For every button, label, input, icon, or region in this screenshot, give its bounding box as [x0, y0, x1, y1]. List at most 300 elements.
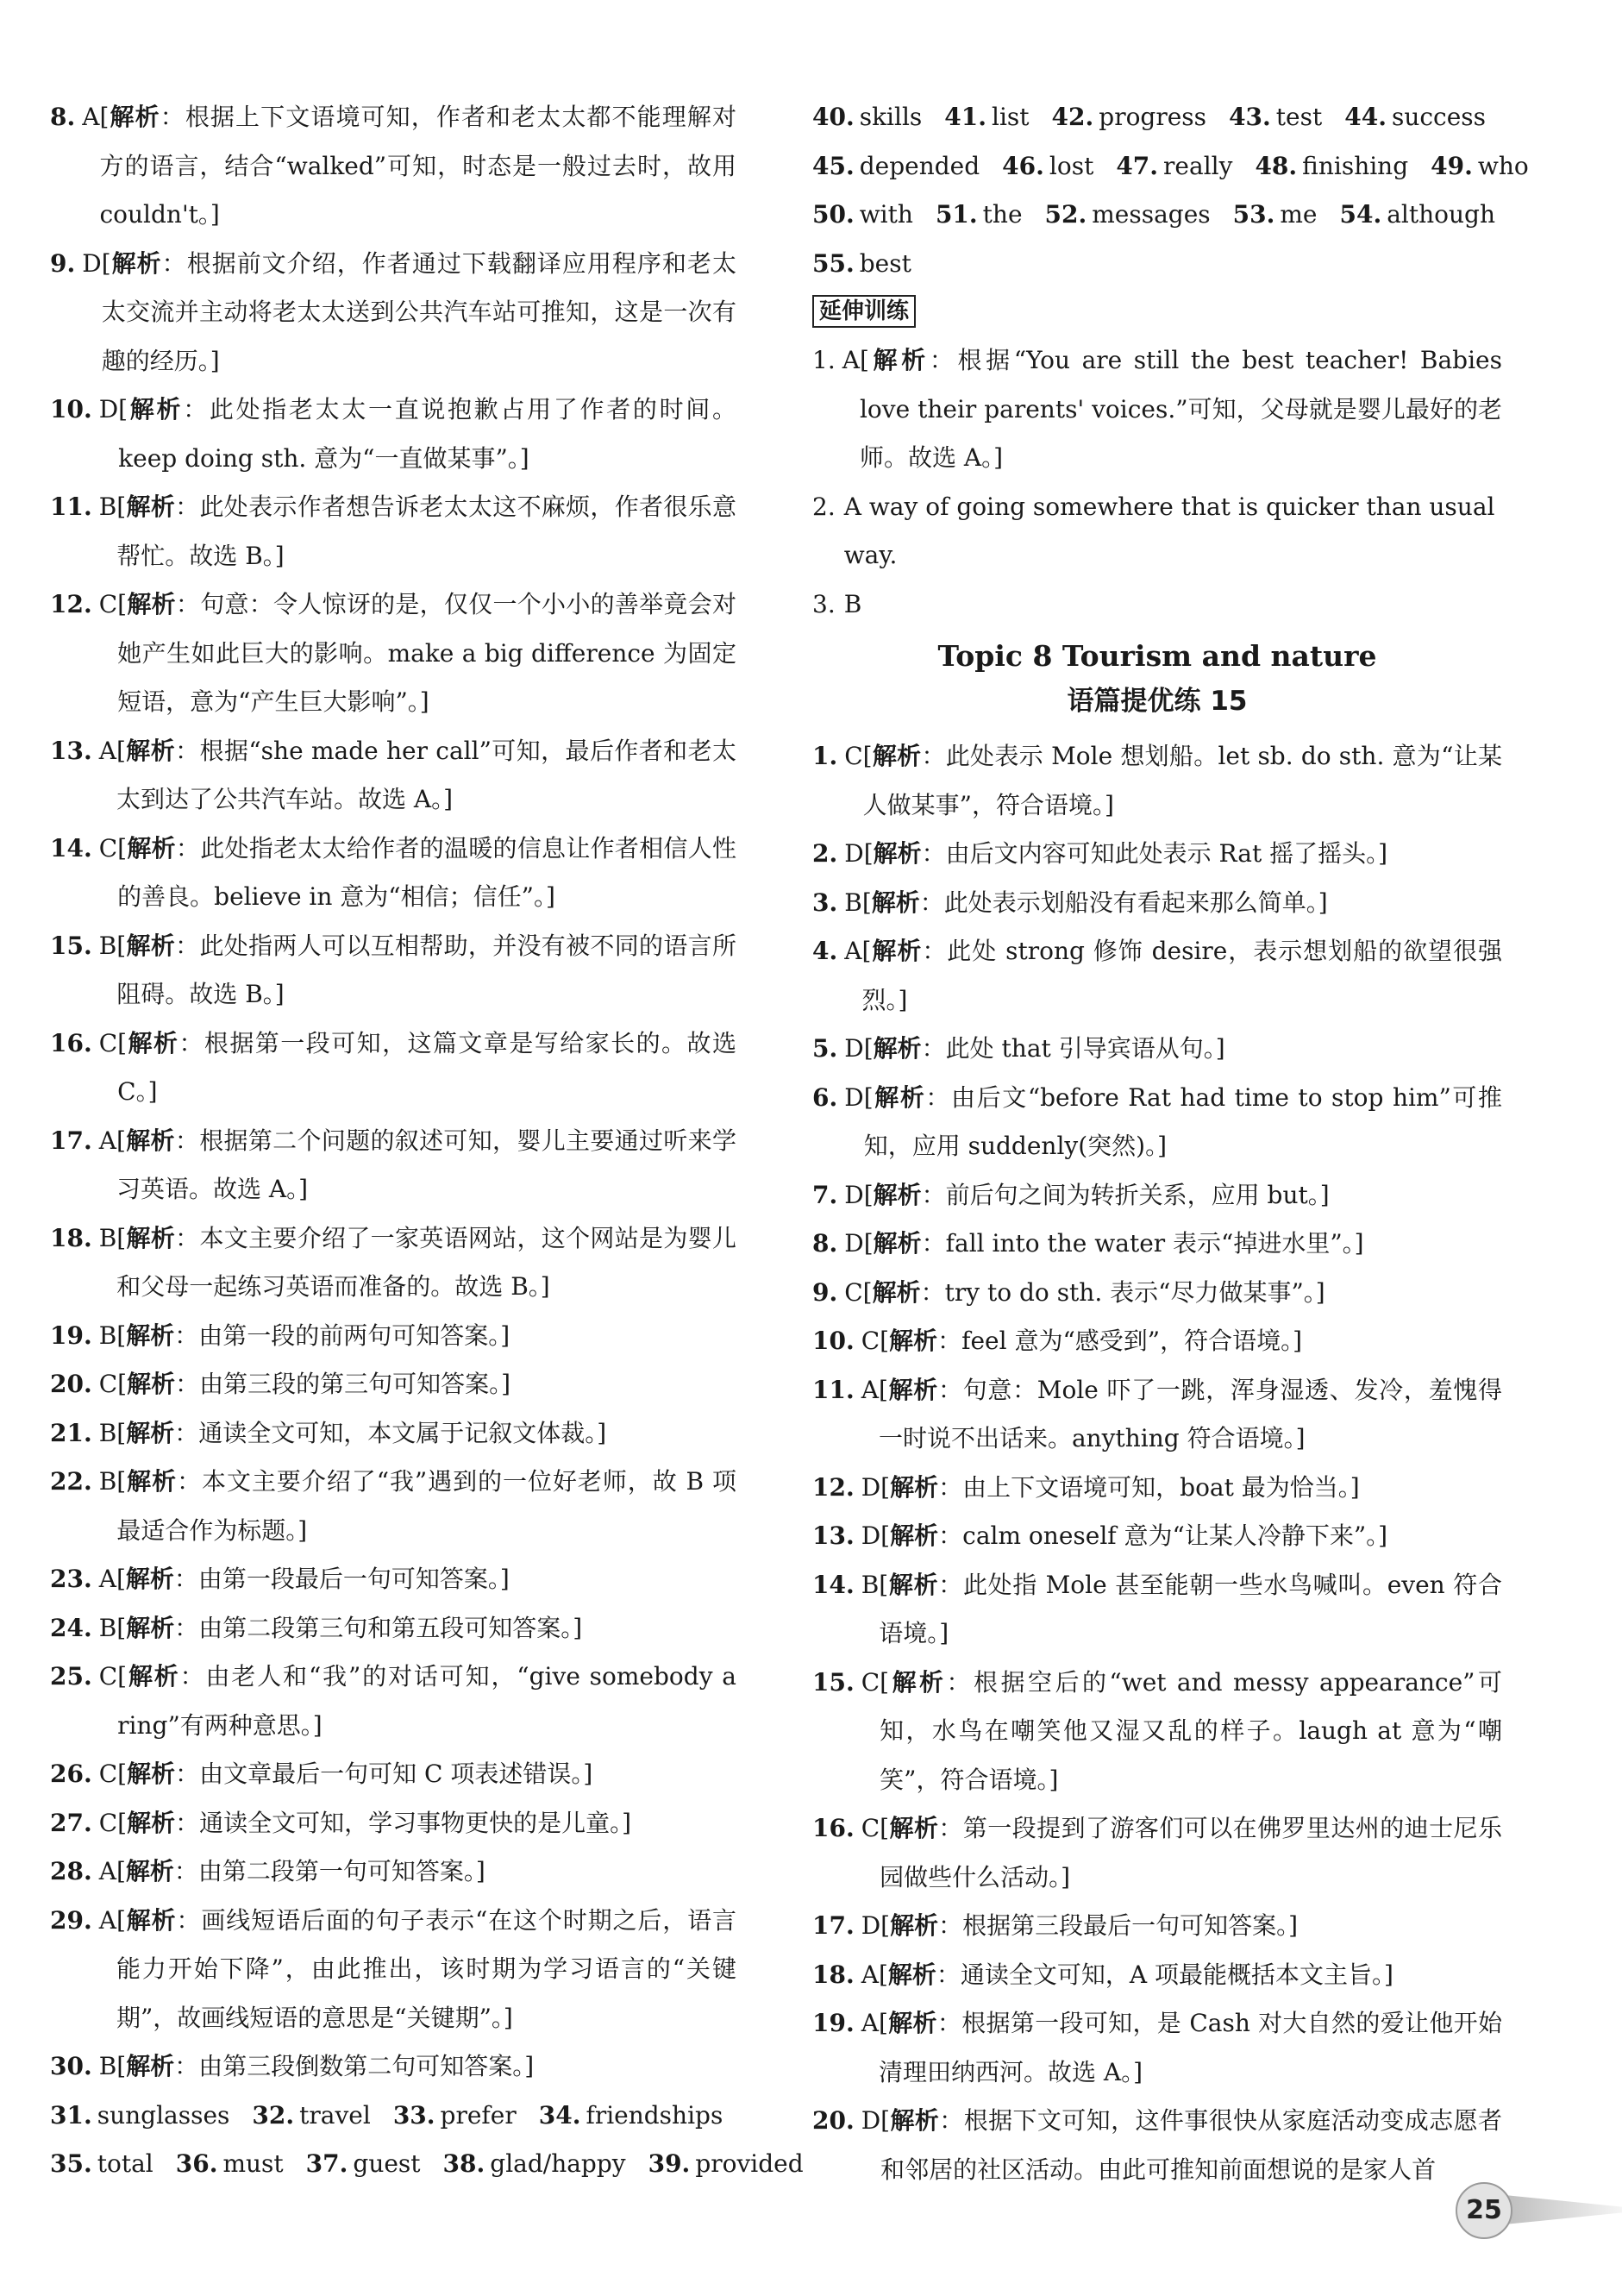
- left-answer-list: [50, 93, 736, 2092]
- answer-number: 22.: [50, 1467, 92, 1496]
- explanation-tag: 解析: [127, 1760, 176, 1788]
- answer-item: [50, 727, 736, 825]
- answer-number: 11.: [50, 492, 92, 521]
- fill-word: me: [1280, 200, 1318, 229]
- explanation-tag: 解析: [873, 1034, 922, 1063]
- answer-item: [812, 1074, 1502, 1171]
- answer-option: C: [844, 1277, 863, 1307]
- answer-number: 15.: [812, 1667, 855, 1697]
- answer-item: [50, 1214, 736, 1312]
- explanation-tag: 解析: [127, 1808, 176, 1837]
- answer-item: [812, 1902, 1502, 1951]
- answer-option: B: [98, 1467, 117, 1496]
- explanation-text: feel 意为“感受到”，符合语境。]: [961, 1327, 1303, 1355]
- explanation-tag: 解析: [126, 1613, 175, 1642]
- answer-explanation: [解析：根据第三段最后一句可知答案。]: [880, 1911, 1299, 1940]
- explanation-tag: 解析: [889, 1667, 947, 1697]
- explanation-text: 根据下文可知，这件事很快从家庭活动变成志愿者和邻居的社区活动。由此可推知前面想说的是家人首: [880, 2106, 1502, 2184]
- fill-number: 33.: [392, 2100, 435, 2130]
- answer-explanation: [解析：由第三段倒数第二句可知答案。]: [116, 2052, 535, 2080]
- answer-item: [812, 1659, 1502, 1805]
- fill-number: 32.: [252, 2100, 295, 2130]
- explanation-text: 前后句之间为转折关系，应用 but。]: [945, 1180, 1330, 1209]
- answer-explanation: [解析：由后文内容可知此处表示 Rat 摇了摇头。]: [863, 839, 1388, 868]
- fill-word: who: [1477, 151, 1529, 180]
- fill-word: skills: [859, 103, 923, 131]
- answer-explanation: [解析：由第一段最后一句可知答案。]: [116, 1565, 510, 1593]
- fill-number: 41.: [944, 103, 987, 131]
- fill-word: depended: [859, 151, 980, 180]
- explanation-tag: 解析: [128, 395, 184, 423]
- answer-item: [812, 1366, 1502, 1464]
- answer-number: 10.: [812, 1327, 855, 1355]
- answer-item: [50, 1555, 736, 1604]
- explanation-tag: 解析: [125, 1565, 174, 1593]
- answer-number: 26.: [50, 1760, 92, 1788]
- fill-item: [936, 200, 1023, 229]
- explanation-tag: 解析: [127, 833, 176, 863]
- fill-word: best: [859, 248, 911, 278]
- answer-number: 20.: [50, 1370, 92, 1398]
- fill-number: 45.: [812, 151, 855, 180]
- fill-item: [50, 2149, 153, 2178]
- answer-number: 23.: [50, 1565, 92, 1593]
- answer-item: [812, 732, 1502, 830]
- fill-number: 39.: [648, 2149, 691, 2178]
- answer-item: [812, 2097, 1502, 2194]
- fill-word: sunglasses: [97, 2100, 230, 2130]
- explanation-text: 此处指老太太给作者的温暖的信息让作者相信人性的善良。believe in 意为“相信；信任”。]: [117, 833, 736, 911]
- answer-option: B: [98, 492, 117, 521]
- answer-item: [50, 1360, 736, 1409]
- answer-item: [50, 1458, 736, 1555]
- answer-explanation: [解析：此处表示划船没有看起来那么简单。]: [861, 888, 1328, 917]
- right-column: [812, 93, 1529, 2194]
- answer-explanation: [解析：画线短语后面的句子表示“在这个时期之后，语言能力开始下降”，由此推出，该时期为学习语言的“关键期”，故画线短语的意思是“关键期”。]: [116, 1905, 736, 2032]
- fill-word: test: [1275, 103, 1323, 131]
- answer-option: D: [844, 1229, 864, 1258]
- answer-option: D: [861, 1472, 881, 1502]
- fill-row: [812, 93, 1502, 142]
- fill-item: [1116, 152, 1232, 180]
- explanation-tag: 解析: [125, 1905, 177, 1935]
- explanation-text: 根据前文介绍，作者通过下载翻译应用程序和老太太交流并主动将老太太送到公共汽车站可推知，这是一次有趣的经历。]: [101, 248, 736, 375]
- answer-item: [50, 1409, 736, 1459]
- answer-number: 14.: [812, 1570, 855, 1599]
- answer-option: D: [844, 1082, 864, 1112]
- answer-option: C: [98, 1370, 118, 1398]
- answer-number: 10.: [50, 395, 92, 423]
- explanation-tag: 解析: [110, 248, 162, 278]
- answer-number: 19.: [812, 2009, 855, 2037]
- extension-item: [812, 483, 1502, 580]
- answer-explanation: [解析：由第三段的第三句可知答案。]: [117, 1370, 511, 1398]
- fill-word: progress: [1099, 103, 1207, 131]
- answer-number: 1.: [812, 346, 836, 374]
- page-number: 25: [1456, 2182, 1512, 2239]
- answer-number: 29.: [50, 1905, 92, 1935]
- explanation-tag: 解析: [109, 103, 160, 131]
- explanation-text: 由第二段第三句和第五段可知答案。]: [198, 1613, 583, 1642]
- answer-explanation: [解析：句意：令人惊讶的是，仅仅一个小小的善举竟会对她产生如此巨大的影响。make a big difference 为固定短语，意为“产生巨大影响”。]: [117, 590, 736, 716]
- fill-item: [539, 2101, 723, 2130]
- fill-item: [1255, 152, 1408, 180]
- answer-number: 24.: [50, 1613, 92, 1642]
- explanation-tag: 解析: [873, 1229, 922, 1258]
- explanation-text: 此处表示作者想告诉老太太这不麻烦，作者很乐意帮忙。故选 B。]: [116, 492, 736, 570]
- answer-item: [812, 1804, 1502, 1902]
- explanation-tag: 解析: [889, 1814, 939, 1842]
- answer-option: C: [98, 833, 118, 863]
- answer-number: 16.: [50, 1028, 92, 1057]
- fill-item: [1002, 152, 1093, 180]
- answer-number: 2.: [812, 492, 836, 521]
- answer-explanation: [解析：由后文“before Rat had time to stop him”可推知，应用 suddenly(突然)。]: [863, 1082, 1502, 1160]
- answer-number: 1.: [812, 742, 838, 770]
- answer-explanation: [解析：根据第一段可知，是 Cash 对大自然的爱让他开始清理田纳西河。故选 A。]: [878, 2009, 1502, 2086]
- fill-number: 43.: [1229, 103, 1271, 131]
- explanation-tag: 解析: [125, 736, 176, 765]
- fill-row: [50, 2092, 736, 2141]
- answer-option: C: [861, 1814, 880, 1842]
- fill-item: [812, 152, 980, 180]
- answer-item: [50, 1019, 736, 1117]
- explanation-text: 第一段提到了游客们可以在佛罗里达州的迪士尼乐园做些什么活动。]: [880, 1814, 1502, 1891]
- fill-word: although: [1387, 200, 1495, 229]
- explanation-text: 句意：令人惊讶的是，仅仅一个小小的善举竟会对她产生如此巨大的影响。make a big difference 为固定短语，意为“产生巨大影响”。]: [117, 590, 736, 716]
- explanation-text: 根据“You are still the best teacher! Babies love their parents' voices.”可知，父母就是婴儿最好的老师。故选 A。]: [859, 346, 1502, 472]
- fill-word: finishing: [1302, 151, 1409, 180]
- fill-number: 47.: [1116, 151, 1159, 180]
- fill-word: glad/happy: [490, 2149, 626, 2178]
- explanation-tag: 解析: [127, 1028, 179, 1057]
- answer-number: 16.: [812, 1814, 855, 1842]
- answer-number: 13.: [50, 736, 92, 765]
- answer-option: C: [98, 1662, 118, 1691]
- answer-number: 17.: [50, 1126, 92, 1155]
- answer-number: 4.: [812, 937, 838, 965]
- explanation-text: 由后文“before Rat had time to stop him”可推知，应用 suddenly(突然)。]: [863, 1082, 1502, 1160]
- answer-number: 27.: [50, 1808, 92, 1837]
- explanation-tag: 解析: [873, 1082, 926, 1112]
- explanation-text: calm oneself 意为“让某人冷静下来”。]: [962, 1521, 1388, 1550]
- explanation-text: 此处指两人可以互相帮助，并没有被不同的语言所阻碍。故选 B。]: [116, 931, 736, 1008]
- explanation-tag: 解析: [890, 1911, 939, 1940]
- explanation-text: 根据第二个问题的叙述可知，婴儿主要通过听来学习英语。故选 A。]: [116, 1126, 736, 1203]
- explanation-tag: 解析: [872, 1277, 921, 1307]
- explanation-tag: 解析: [127, 590, 176, 618]
- fill-word: provided: [695, 2149, 804, 2178]
- explanation-text: 此处 that 引导宾语从句。]: [945, 1034, 1225, 1063]
- explanation-tag: 解析: [872, 742, 922, 770]
- answer-number: 8.: [50, 103, 76, 131]
- answer-item: [812, 1951, 1502, 2000]
- answer-explanation: [解析：try to do sth. 表示“尽力做某事”。]: [862, 1277, 1325, 1307]
- answer-explanation: [解析：前后句之间为转折关系，应用 but。]: [863, 1180, 1330, 1209]
- explanation-tag: 解析: [125, 1857, 174, 1885]
- fill-number: 42.: [1051, 103, 1094, 131]
- explanation-text: try to do sth. 表示“尽力做某事”。]: [944, 1277, 1325, 1307]
- answer-item: [50, 1604, 736, 1653]
- fill-item: [1233, 200, 1318, 229]
- extension-item: [812, 580, 1502, 630]
- explanation-tag: 解析: [871, 888, 920, 917]
- explanation-text: 通读全文可知，本文属于记叙文体裁。]: [198, 1418, 607, 1447]
- answer-explanation: [解析：此处指两人可以互相帮助，并没有被不同的语言所阻碍。故选 B。]: [116, 931, 736, 1008]
- explanation-text: 此处表示划船没有看起来那么简单。]: [943, 888, 1328, 917]
- answer-item: [50, 1312, 736, 1361]
- explanation-tag: 解析: [890, 2106, 940, 2135]
- answer-option: A: [861, 1375, 879, 1404]
- explanation-text: 由上下文语境可知，boat 最为恰当。]: [962, 1472, 1360, 1502]
- answer-text: B: [843, 589, 862, 618]
- fill-item: [1045, 200, 1211, 229]
- answer-item: [812, 1171, 1502, 1220]
- answer-explanation: [解析：根据第一段可知，这篇文章是写给家长的。故选 C。]: [117, 1028, 736, 1106]
- fill-number: 52.: [1044, 200, 1087, 229]
- answer-option: D: [82, 248, 102, 278]
- answer-option: B: [98, 1613, 117, 1642]
- answer-option: D: [844, 839, 864, 868]
- explanation-tag: 解析: [126, 492, 176, 521]
- answer-option: C: [844, 742, 863, 770]
- explanation-tag: 解析: [887, 2009, 937, 2037]
- explanation-tag: 解析: [871, 937, 923, 965]
- fill-number: 48.: [1255, 151, 1298, 180]
- answer-explanation: [解析：此处表示 Mole 想划船。let sb. do sth. 意为“让某人做某事”，符合语境。]: [862, 742, 1502, 819]
- answer-number: 13.: [812, 1521, 855, 1550]
- explanation-text: 画线短语后面的句子表示“在这个时期之后，语言能力开始下降”，由此推出，该时期为学习语言的“关键期”，故画线短语的意思是“关键期”。]: [116, 1905, 736, 2032]
- explanation-text: 通读全文可知，A 项最能概括本文主旨。]: [960, 1960, 1393, 1989]
- extension-section-label: 延伸训练: [812, 295, 916, 328]
- fill-number: 31.: [50, 2100, 92, 2130]
- answer-explanation: [解析：根据空后的“wet and messy appearance”可知，水鸟在嘲笑他又湿又乱的样子。laugh at 意为“嘲笑”，符合语境。]: [880, 1667, 1502, 1794]
- answer-item: [50, 1117, 736, 1214]
- explanation-tag: 解析: [126, 1321, 175, 1350]
- fill-number: 34.: [538, 2100, 581, 2130]
- fill-item: [944, 103, 1029, 131]
- explanation-tag: 解析: [127, 1662, 180, 1691]
- explanation-text: 由第一段的前两句可知答案。]: [198, 1321, 510, 1350]
- explanation-text: 由第二段第一句可知答案。]: [197, 1857, 485, 1885]
- left-fill-blanks: [50, 2092, 804, 2189]
- answer-option: B: [98, 1321, 117, 1350]
- answer-explanation: [解析：此处指 Mole 甚至能朝一些水鸟喊叫。even 符合语境。]: [879, 1570, 1502, 1647]
- answer-explanation: [解析：feel 意为“感受到”，符合语境。]: [880, 1327, 1303, 1355]
- answer-option: B: [98, 2052, 117, 2080]
- fill-word: with: [859, 200, 913, 229]
- answer-item: [50, 1799, 736, 1848]
- explanation-tag: 解析: [126, 1418, 175, 1447]
- fill-item: [1052, 103, 1207, 131]
- explanation-text: fall into the water 表示“掉进水里”。]: [945, 1229, 1364, 1258]
- answer-number: 25.: [50, 1662, 92, 1691]
- answer-explanation: [解析：根据前文介绍，作者通过下载翻译应用程序和老太太交流并主动将老太太送到公共汽车站可推知，这是一次有趣的经历。]: [101, 248, 736, 375]
- answer-number: 18.: [812, 1960, 855, 1989]
- page-tab-decoration: [1505, 2195, 1622, 2224]
- answer-explanation: [解析：句意：Mole 吓了一跳，浑身湿透、发冷，羞愧得一时说不出话来。anything 符合语境。]: [878, 1375, 1502, 1452]
- fill-number: 35.: [50, 2149, 92, 2178]
- explanation-tag: 解析: [126, 931, 176, 960]
- answer-number: 18.: [50, 1223, 92, 1252]
- answer-number: 14.: [50, 833, 92, 863]
- fill-item: [648, 2149, 804, 2178]
- explanation-tag: 解析: [126, 1467, 178, 1496]
- explanation-text: 根据空后的“wet and messy appearance”可知，水鸟在嘲笑他又湿又乱的样子。laugh at 意为“嘲笑”，符合语境。]: [880, 1667, 1502, 1794]
- fill-row: [50, 2140, 804, 2189]
- fill-item: [812, 200, 913, 229]
- answer-explanation: [解析：由上下文语境可知，boat 最为恰当。]: [880, 1472, 1360, 1502]
- answer-option: D: [861, 1521, 881, 1550]
- fill-item: [1344, 103, 1486, 131]
- answer-item: [50, 1897, 736, 2043]
- explanation-tag: 解析: [887, 1375, 938, 1404]
- answer-number: 8.: [812, 1229, 838, 1258]
- fill-number: 40.: [812, 103, 855, 131]
- fill-item: [1431, 152, 1529, 180]
- answer-item: [812, 1220, 1502, 1269]
- answer-explanation: [解析：由老人和“我”的对话可知，“give somebody a ring”有两种意思。]: [117, 1662, 736, 1740]
- answer-option: A: [98, 1126, 116, 1155]
- answer-explanation: [解析：根据下文可知，这件事很快从家庭活动变成志愿者和邻居的社区活动。由此可推知前面想说的是家人首: [880, 2106, 1502, 2184]
- answer-item: [50, 1750, 736, 1799]
- answer-explanation: [解析：fall into the water 表示“掉进水里”。]: [863, 1229, 1364, 1258]
- fill-number: 44.: [1344, 103, 1387, 131]
- fill-item: [443, 2149, 626, 2178]
- explanation-tag: 解析: [127, 1370, 176, 1398]
- answer-option: C: [98, 590, 118, 618]
- answer-option: A: [98, 1857, 116, 1885]
- fill-number: 51.: [935, 200, 978, 229]
- answer-explanation: [解析：第一段提到了游客们可以在佛罗里达州的迪士尼乐园做些什么活动。]: [880, 1814, 1502, 1891]
- explanation-text: 由第三段的第三句可知答案。]: [199, 1370, 511, 1398]
- fill-item: [812, 249, 911, 278]
- answer-item: [50, 2042, 736, 2092]
- explanation-text: 此处指 Mole 甚至能朝一些水鸟喊叫。even 符合语境。]: [879, 1570, 1502, 1647]
- fill-number: 53.: [1232, 200, 1275, 229]
- fill-item: [393, 2101, 517, 2130]
- answer-item: [812, 1317, 1502, 1366]
- fill-row: [812, 240, 1502, 289]
- fill-number: 36.: [175, 2149, 218, 2178]
- answer-option: B: [98, 1418, 117, 1447]
- answer-item: [50, 922, 736, 1019]
- answer-option: D: [861, 2106, 881, 2135]
- answer-option: A: [842, 346, 860, 374]
- explanation-text: 句意：Mole 吓了一跳，浑身湿透、发冷，羞愧得一时说不出话来。anything 符合语境。]: [878, 1375, 1502, 1452]
- answer-explanation: [解析：通读全文可知，A 项最能概括本文主旨。]: [878, 1960, 1393, 1989]
- answer-explanation: [解析：通读全文可知，本文属于记叙文体裁。]: [116, 1418, 607, 1447]
- answer-number: 28.: [50, 1857, 92, 1885]
- answer-explanation: [解析：此处指老太太给作者的温暖的信息让作者相信人性的善良。believe in 意为“相信；信任”。]: [117, 833, 736, 911]
- answer-item: [812, 830, 1502, 879]
- answer-explanation: [解析：本文主要介绍了“我”遇到的一位好老师，故 B 项最适合作为标题。]: [116, 1467, 736, 1545]
- explanation-text: 此处 strong 修饰 desire，表示想划船的欲望很强烈。]: [861, 937, 1502, 1014]
- fill-word: must: [222, 2149, 284, 2178]
- answer-option: A: [98, 1565, 116, 1593]
- fill-item: [812, 103, 922, 131]
- answer-number: 12.: [50, 590, 92, 618]
- explanation-tag: 解析: [873, 1180, 922, 1209]
- answer-item: [812, 1561, 1502, 1659]
- fill-word: the: [982, 200, 1023, 229]
- fill-item: [1340, 200, 1496, 229]
- answer-explanation: [解析：此处 strong 修饰 desire，表示想划船的欲望很强烈。]: [861, 937, 1502, 1014]
- explanation-text: 由文章最后一句可知 C 项表述错误。]: [199, 1760, 593, 1788]
- right-fill-blanks: [812, 93, 1529, 288]
- answer-item: [812, 879, 1502, 928]
- answer-number: 19.: [50, 1321, 92, 1350]
- explanation-tag: 解析: [890, 1472, 939, 1502]
- fill-number: 37.: [305, 2149, 348, 2178]
- answer-option: B: [861, 1570, 880, 1599]
- answer-number: 11.: [812, 1375, 855, 1404]
- answer-option: D: [861, 1911, 881, 1940]
- answer-option: A: [861, 1960, 879, 1989]
- explanation-text: 根据第一段可知，是 Cash 对大自然的爱让他开始清理田纳西河。故选 A。]: [878, 2009, 1502, 2086]
- explanation-text: 由后文内容可知此处表示 Rat 摇了摇头。]: [945, 839, 1388, 868]
- explanation-text: 此处指老太太一直说抱歉占用了作者的时间。keep doing sth. 意为“一直做某事”。]: [118, 395, 736, 473]
- answer-number: 6.: [812, 1082, 838, 1112]
- answer-explanation: [解析：本文主要介绍了一家英语网站，这个网站是为婴儿和父母一起练习英语而准备的。故选 B。]: [116, 1223, 736, 1301]
- answer-item: [50, 825, 736, 922]
- explanation-tag: 解析: [873, 839, 922, 868]
- explanation-tag: 解析: [125, 1126, 175, 1155]
- answer-explanation: [解析：根据“You are still the best teacher! Babies love their parents' voices.”可知，父母就是婴儿最好的老师。故选 A。]: [859, 346, 1502, 472]
- answer-option: C: [98, 1760, 118, 1788]
- fill-item: [1229, 103, 1322, 131]
- answer-option: A: [98, 736, 116, 765]
- fill-word: total: [97, 2149, 153, 2178]
- fill-word: friendships: [586, 2100, 723, 2130]
- answer-item: [812, 927, 1502, 1025]
- answer-explanation: [解析：通读全文可知，学习事物更快的是儿童。]: [117, 1808, 632, 1837]
- explanation-text: 根据上下文语境可知，作者和老太太都不能理解对方的语言，结合“walked”可知，时态是一般过去时，故用couldn't。]: [99, 103, 736, 229]
- explanation-text: 由第一段最后一句可知答案。]: [197, 1565, 510, 1593]
- answer-number: 9.: [50, 248, 76, 278]
- answer-item: [812, 1464, 1502, 1513]
- answer-option: A: [844, 937, 862, 965]
- explanation-text: 由老人和“我”的对话可知，“give somebody a ring”有两种意思。]: [117, 1662, 736, 1740]
- answer-number: 15.: [50, 931, 92, 960]
- answer-item: [50, 1847, 736, 1897]
- explanation-tag: 解析: [868, 346, 930, 374]
- explanation-text: 本文主要介绍了“我”遇到的一位好老师，故 B 项最适合作为标题。]: [116, 1467, 736, 1545]
- answer-item: [812, 1025, 1502, 1074]
- fill-number: 49.: [1431, 151, 1473, 180]
- answer-option: D: [844, 1180, 864, 1209]
- fill-word: really: [1163, 151, 1233, 180]
- fill-word: guest: [353, 2149, 421, 2178]
- answer-explanation: [解析：由第一段的前两句可知答案。]: [116, 1321, 510, 1350]
- answer-number: 21.: [50, 1418, 92, 1447]
- answer-option: A: [82, 103, 100, 131]
- fill-item: [50, 2101, 229, 2130]
- answer-text: A way of going somewhere that is quicker than usual way.: [843, 492, 1495, 569]
- answer-explanation: [解析：此处表示作者想告诉老太太这不麻烦，作者很乐意帮忙。故选 B。]: [116, 492, 736, 570]
- answer-option: B: [98, 1223, 117, 1252]
- fill-number: 38.: [442, 2149, 485, 2178]
- fill-word: messages: [1092, 200, 1211, 229]
- answer-number: 9.: [812, 1277, 838, 1307]
- right-answer-list: [812, 732, 1502, 2194]
- answer-item: [50, 386, 736, 483]
- topic-subtitle: 语篇提优练 15: [1067, 686, 1248, 717]
- fill-word: list: [992, 103, 1030, 131]
- answer-option: C: [861, 1667, 880, 1697]
- answer-item: [812, 1269, 1502, 1318]
- fill-item: [306, 2149, 421, 2178]
